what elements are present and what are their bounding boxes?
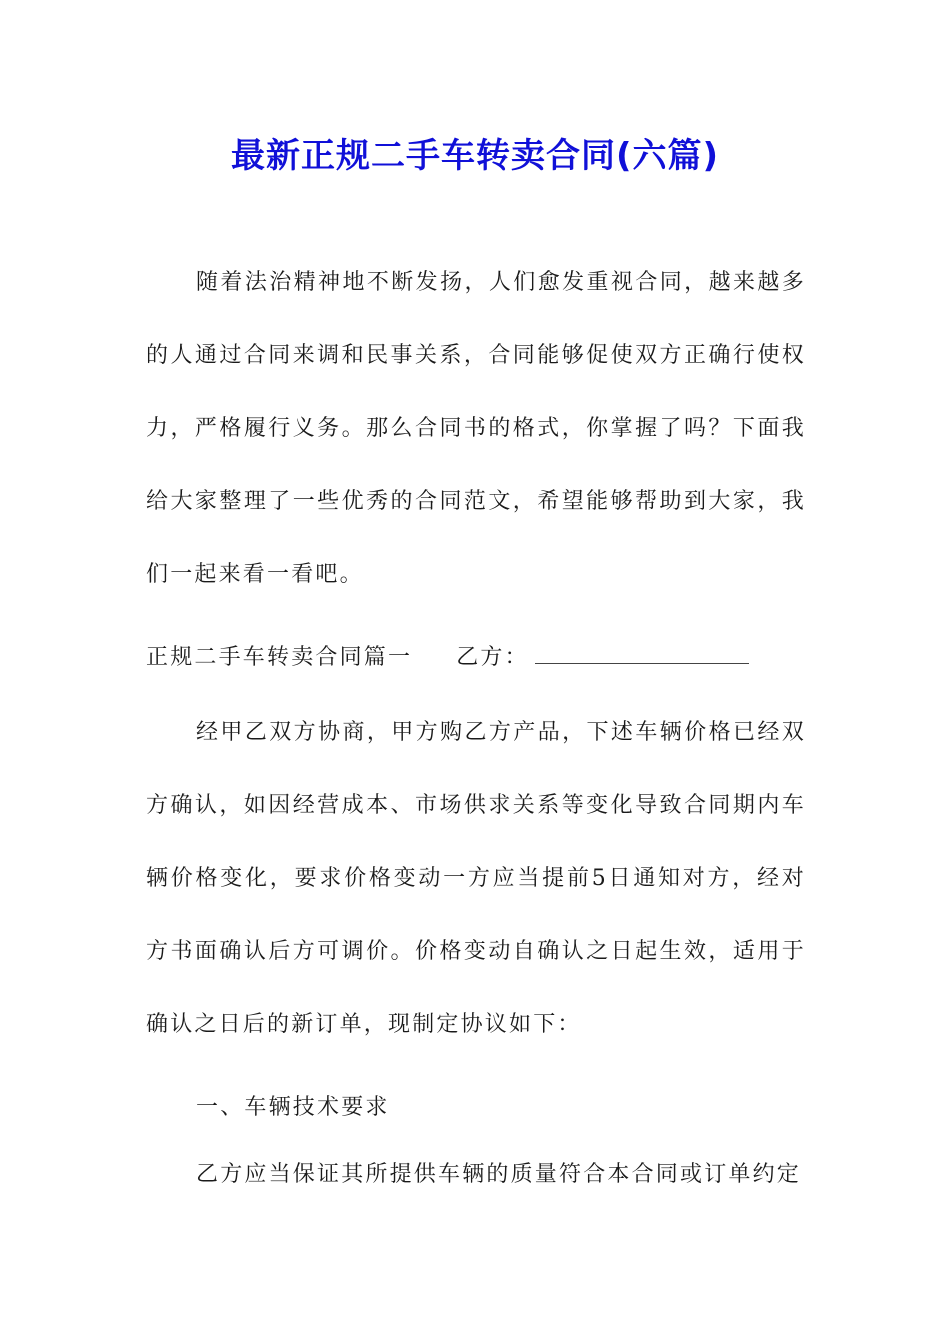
contract-heading-line	[146, 640, 749, 671]
section-title-vehicle-requirements: 一、车辆技术要求	[196, 1095, 390, 1120]
document-title: 最新正规二手车转卖合同(六篇)	[230, 136, 720, 176]
party-b-label: 乙方：	[456, 645, 529, 670]
agreement-paragraph: 经甲乙双方协商，甲方购乙方产品，下述车辆价格已经双方确认，如因经营成本、市场供求关系等变化导致合同期内车辆价格变化，要求价格变动一方应当提前5日通知对方，经对方书面确认后方可调价。价格变动自确认之日起生效，适用于确认之日后的新订单，现制定协议如下：	[146, 720, 806, 1037]
intro-paragraph: 随着法治精神地不断发扬，人们愈发重视合同，越来越多的人通过合同来调和民事关系，合同能够促使双方正确行使权力，严格履行义务。那么合同书的格式，你掌握了吗？下面我给大家整理了一些优秀的合同范文，希望能够帮助到大家，我们一起来看一看吧。	[146, 270, 806, 587]
party-b-blank-line	[535, 641, 749, 664]
quality-paragraph: 乙方应当保证其所提供车辆的质量符合本合同或订单约定	[196, 1162, 802, 1187]
contract-heading: 正规二手车转卖合同篇一	[146, 645, 413, 670]
